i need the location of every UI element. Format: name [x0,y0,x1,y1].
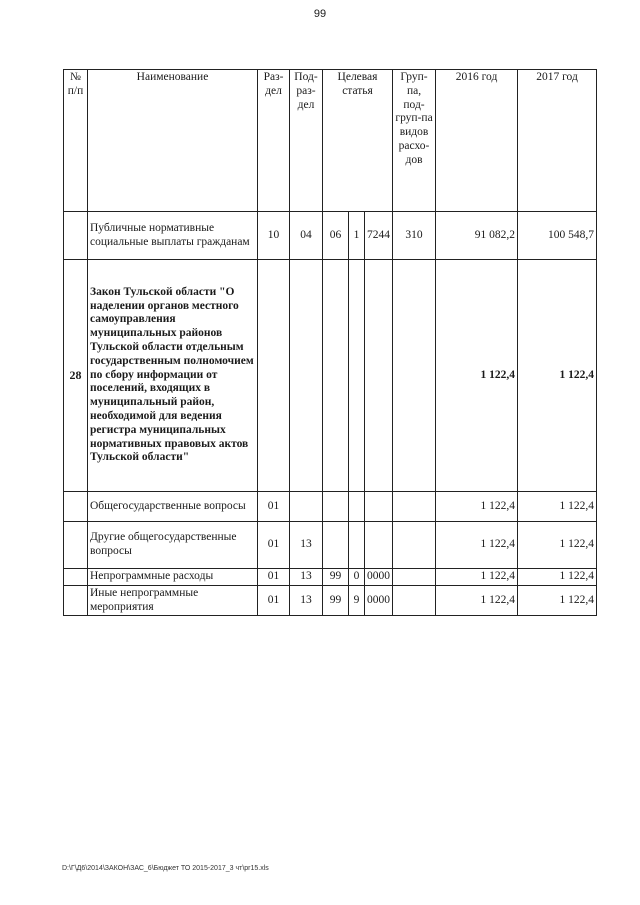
header-row [64,70,597,212]
row-name: Закон Тульской области "О наделении органов местного самоуправления муниципальных районов Тульской области отдельным государственным полномочием по сбору информации от поселений, входящих в муниципальный район, необходимой для ведения регистра муниципальных нормативных правовых актов Тульской области" [88,260,258,492]
row-amount-2017: 100 548,7 [518,212,597,260]
row-section: 01 [258,585,290,616]
row-target-program: 99 [323,585,349,616]
header-num: № п/п [64,70,88,212]
row-amount-2016: 1 122,4 [436,492,518,522]
row-amount-2017: 1 122,4 [518,492,597,522]
footer-file-path: D:\Г\Д6\2014\ЗАКОН\ЗАС_6\Бюджет ТО 2015-2017_3 чт\pr15.xls [62,865,269,872]
row-group: 310 [393,212,436,260]
row-subsection [290,492,323,522]
row-target-direction [365,260,393,492]
row-subsection [290,260,323,492]
header-section: Раз-дел [258,70,290,212]
row-section: 10 [258,212,290,260]
row-amount-2016: 1 122,4 [436,260,518,492]
row-name: Непрограммные расходы [88,569,258,586]
row-section: 01 [258,492,290,522]
row-group [393,569,436,586]
row-target-direction: 0000 [365,585,393,616]
row-target-program: 99 [323,569,349,586]
row-amount-2017: 1 122,4 [518,260,597,492]
row-amount-2016: 1 122,4 [436,522,518,569]
row-target-program: 06 [323,212,349,260]
table-row [64,585,597,616]
budget-table [63,69,597,616]
row-subsection: 13 [290,585,323,616]
row-name: Публичные нормативные социальные выплаты гражданам [88,212,258,260]
row-amount-2017: 1 122,4 [518,585,597,616]
row-group [393,492,436,522]
row-num [64,522,88,569]
row-target-direction [365,522,393,569]
header-group: Груп-па, под-груп-па видов расхо-дов [393,70,436,212]
row-num [64,569,88,586]
row-target-direction: 7244 [365,212,393,260]
page-number: 99 [313,8,327,20]
row-name: Иные непрограммные мероприятия [88,585,258,616]
table-row [64,212,597,260]
header-2016: 2016 год [436,70,518,212]
row-amount-2017: 1 122,4 [518,569,597,586]
row-target-direction: 0000 [365,569,393,586]
row-group [393,260,436,492]
row-target-direction [365,492,393,522]
row-group [393,522,436,569]
header-name: Наименование [88,70,258,212]
row-amount-2016: 1 122,4 [436,585,518,616]
header-2017: 2017 год [518,70,597,212]
row-name: Общегосударственные вопросы [88,492,258,522]
row-target-subprogram: 1 [349,212,365,260]
table-row [64,522,597,569]
row-target-subprogram [349,260,365,492]
header-target: Целевая статья [323,70,393,212]
row-target-program [323,522,349,569]
row-num [64,492,88,522]
row-section: 01 [258,569,290,586]
row-amount-2016: 1 122,4 [436,569,518,586]
row-amount-2016: 91 082,2 [436,212,518,260]
row-amount-2017: 1 122,4 [518,522,597,569]
row-num [64,585,88,616]
row-name: Другие общегосударственные вопросы [88,522,258,569]
row-target-program [323,492,349,522]
row-section: 01 [258,522,290,569]
row-subsection: 13 [290,522,323,569]
row-num: 28 [64,260,88,492]
table-row [64,260,597,492]
row-subsection: 04 [290,212,323,260]
row-target-subprogram [349,522,365,569]
row-target-subprogram: 9 [349,585,365,616]
row-subsection: 13 [290,569,323,586]
row-target-subprogram: 0 [349,569,365,586]
row-group [393,585,436,616]
row-num [64,212,88,260]
table-row [64,569,597,586]
row-section [258,260,290,492]
row-target-program [323,260,349,492]
header-subsection: Под-раз-дел [290,70,323,212]
table-row [64,492,597,522]
row-target-subprogram [349,492,365,522]
